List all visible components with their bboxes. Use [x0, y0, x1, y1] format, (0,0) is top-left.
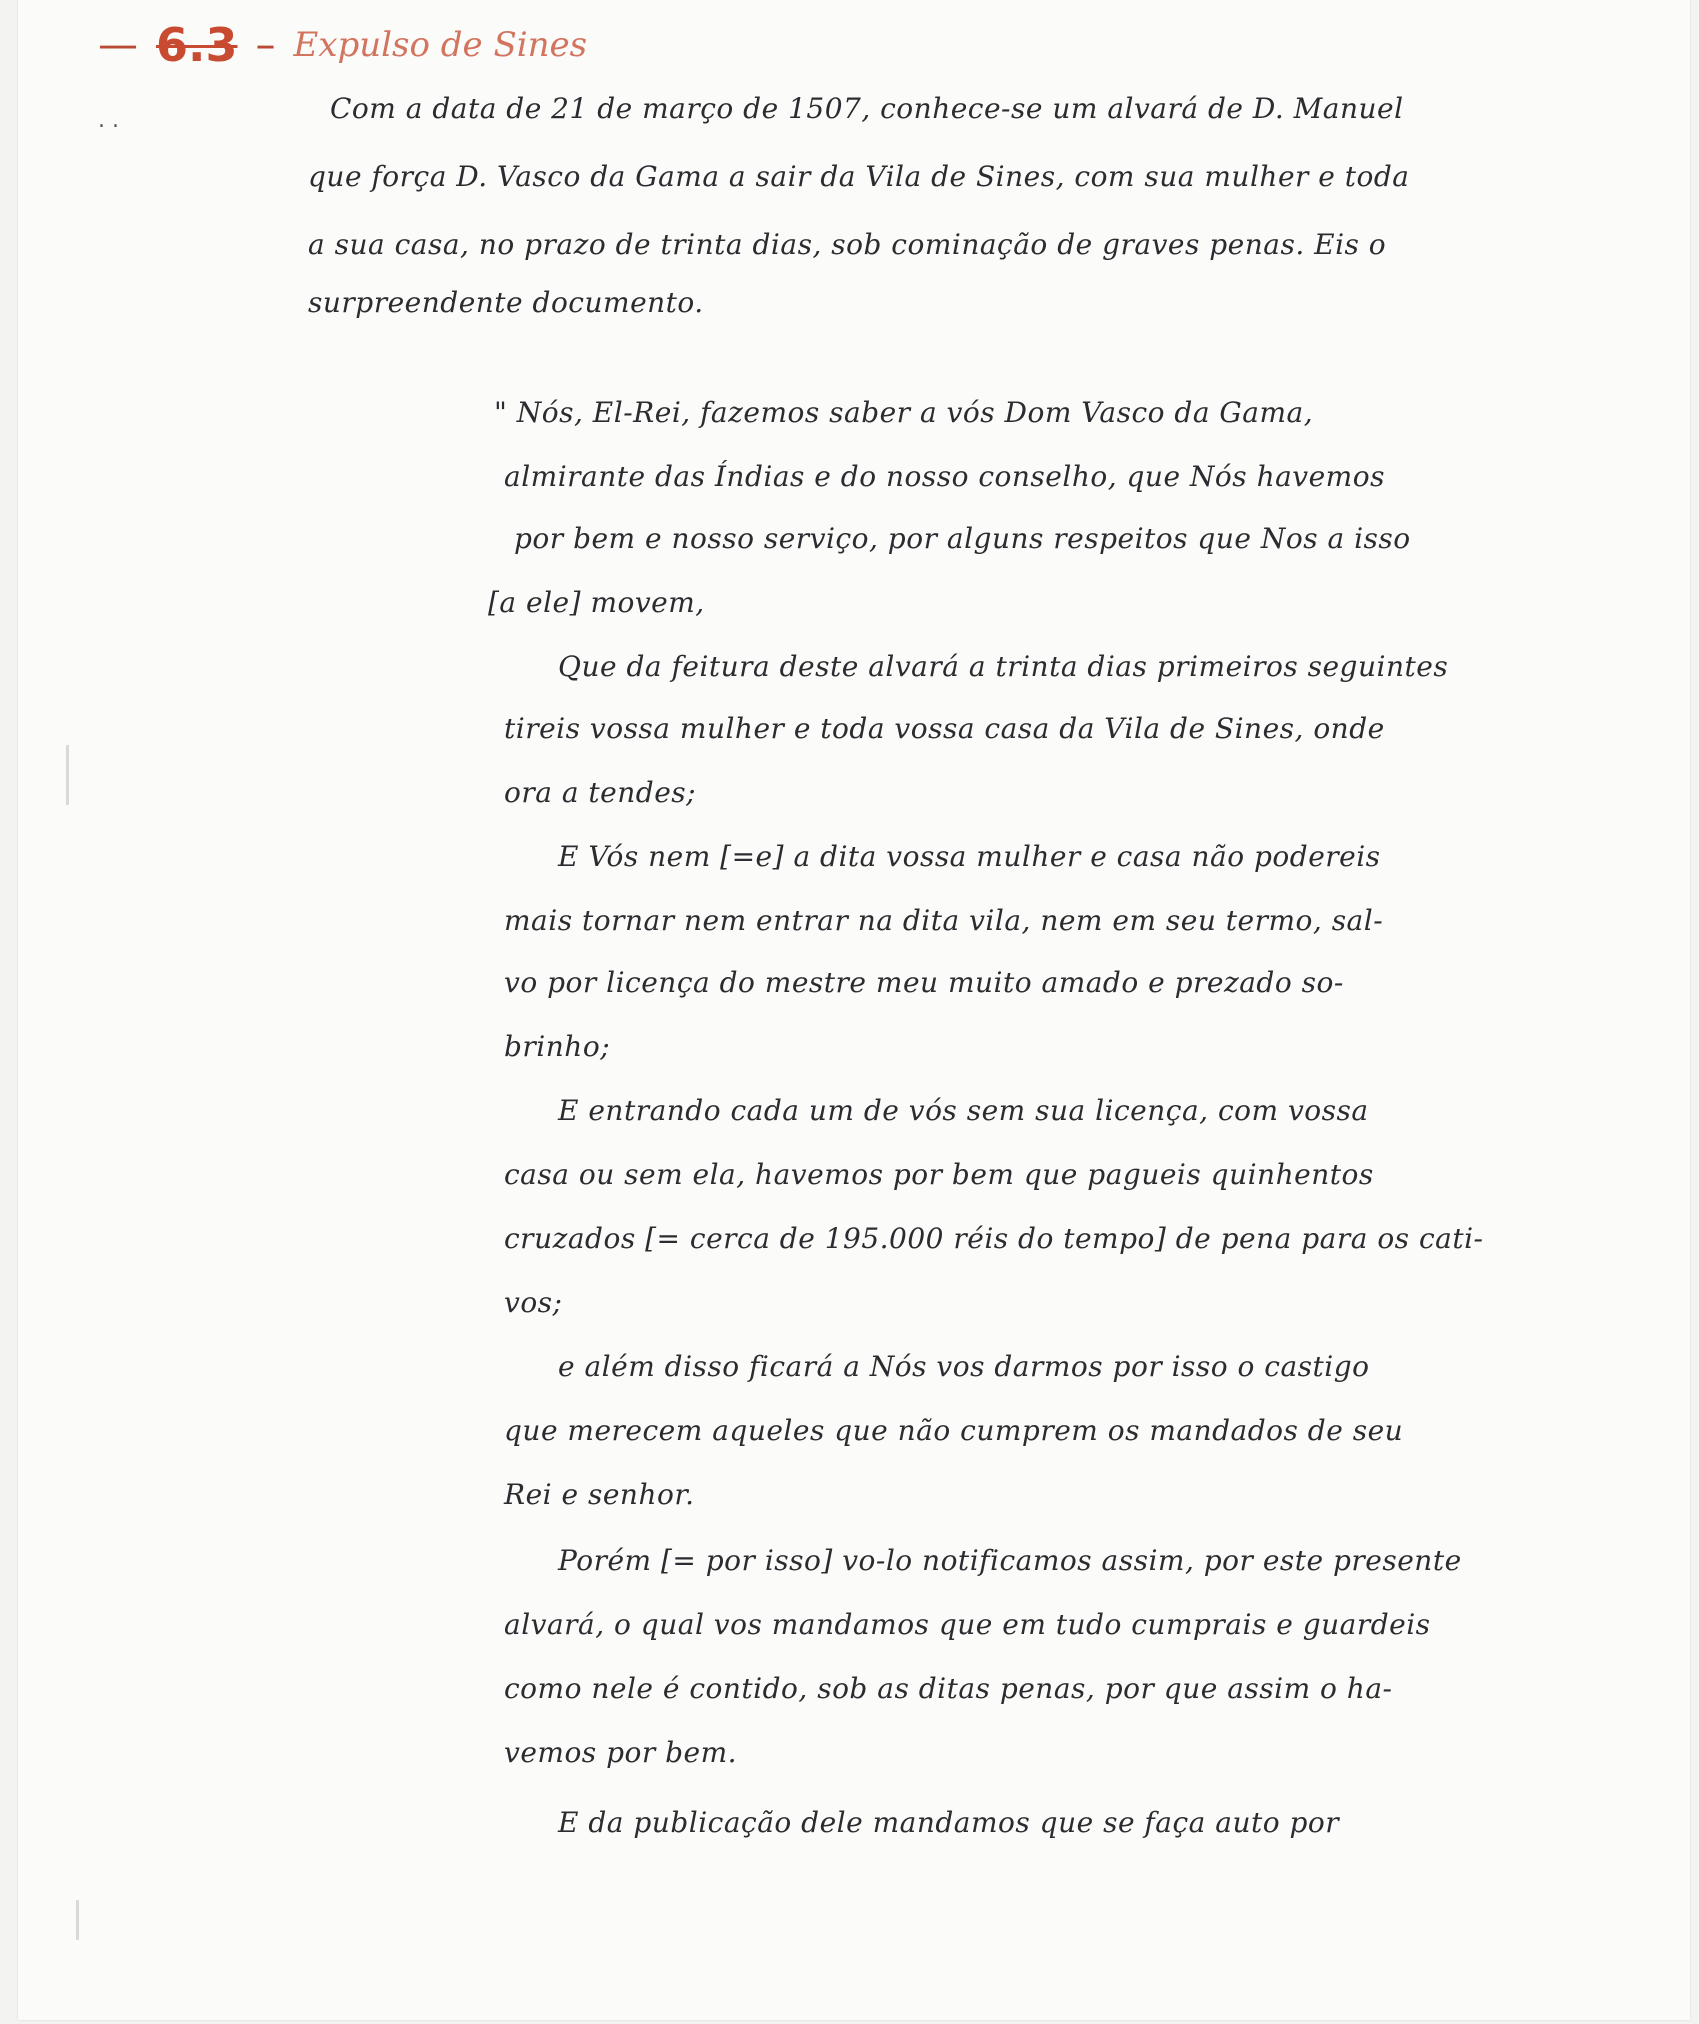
intro-line: que força D. Vasco da Gama a sair da Vila de Sines, com sua mulher e toda [308, 160, 1410, 193]
intro-line: Com a data de 21 de março de 1507, conhece-se um alvará de D. Manuel [330, 92, 1404, 125]
section-heading [98, 10, 587, 80]
quote-line: Porém [= por isso] vo-lo notificamos assim, por este presente [558, 1544, 1462, 1577]
quote-line: como nele é contido, sob as ditas penas, por que assim o ha- [504, 1672, 1393, 1705]
heading-dash: — [98, 22, 138, 68]
quote-line: vemos por bem. [504, 1736, 738, 1769]
quote-line: brinho; [504, 1030, 611, 1063]
intro-line: surpreendente documento. [308, 286, 704, 319]
quote-line: e além disso ficará a Nós vos darmos por isso o castigo [558, 1350, 1370, 1383]
quote-line: [a ele] movem, [488, 586, 705, 619]
margin-marks: . . [98, 108, 119, 133]
section-number: 6.3 [156, 18, 238, 72]
intro-line: a sua casa, no prazo de trinta dias, sob cominação de graves penas. Eis o [308, 228, 1387, 261]
quote-line: almirante das Índias e do nosso conselho, que Nós havemos [504, 460, 1385, 493]
section-title: Expulso de Sines [293, 25, 588, 65]
quote-line: que merecem aqueles que não cumprem os mandados de seu [504, 1414, 1404, 1447]
quote-line: cruzados [= cerca de 195.000 réis do tempo] de pena para os cati- [504, 1222, 1484, 1255]
paper-edge-mark [76, 1900, 79, 1940]
heading-dash-2: – [255, 22, 276, 68]
quote-line: E da publicação dele mandamos que se faça auto por [558, 1806, 1340, 1839]
quote-line: Rei e senhor. [504, 1478, 695, 1511]
manuscript-page [18, 0, 1690, 2020]
quote-line: casa ou sem ela, havemos por bem que pagueis quinhentos [504, 1158, 1374, 1191]
quote-line: tireis vossa mulher e toda vossa casa da Vila de Sines, onde [504, 712, 1385, 745]
quote-line: E Vós nem [=e] a dita vossa mulher e casa não podereis [558, 840, 1381, 873]
quote-line: por bem e nosso serviço, por alguns respeitos que Nos a isso [514, 522, 1411, 555]
quote-line: vos; [504, 1286, 563, 1319]
quote-line: mais tornar nem entrar na dita vila, nem em seu termo, sal- [504, 904, 1384, 937]
quote-line: " Nós, El-Rei, fazemos saber a vós Dom Vasco da Gama, [494, 396, 1314, 429]
quote-line: Que da feitura deste alvará a trinta dias primeiros seguintes [558, 650, 1449, 683]
paper-edge-mark [66, 745, 69, 805]
quote-line: alvará, o qual vos mandamos que em tudo cumprais e guardeis [504, 1608, 1431, 1641]
quote-line: vo por licença do mestre meu muito amado e prezado so- [504, 966, 1344, 999]
quote-line: E entrando cada um de vós sem sua licença, com vossa [558, 1094, 1369, 1127]
quote-line: ora a tendes; [504, 776, 697, 809]
